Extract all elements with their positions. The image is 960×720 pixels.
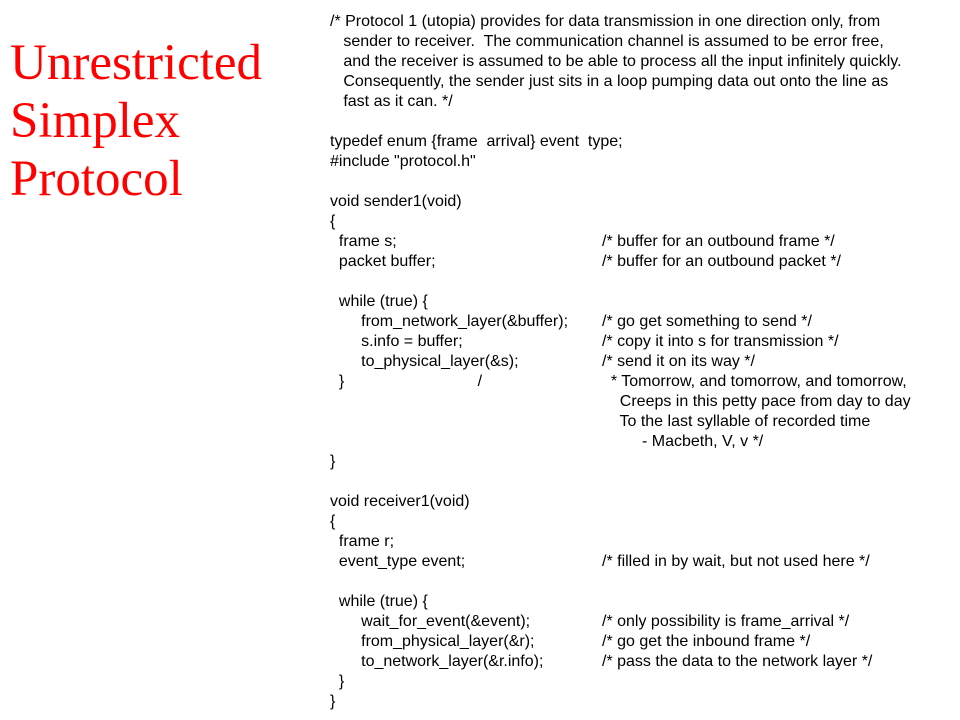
code-text: typedef enum {frame arrival} event type; xyxy=(330,133,623,150)
code-line xyxy=(330,172,955,192)
code-comment: /* buffer for an outbound packet */ xyxy=(602,253,841,270)
title-line-1: Unrestricted xyxy=(10,35,263,91)
code-text: event_type event; xyxy=(330,553,466,570)
code-text: from_network_layer(&buffer); xyxy=(330,313,569,330)
code-text: to_network_layer(&r.info); xyxy=(330,653,544,670)
code-line xyxy=(330,572,955,592)
code-line xyxy=(330,472,955,492)
code-text: sender to receiver. The communication channel is assumed to be error free, xyxy=(330,33,884,50)
code-line xyxy=(330,652,955,672)
code-text: while (true) { xyxy=(330,293,428,310)
code-text: wait_for_event(&event); xyxy=(330,613,531,630)
code-comment: Creeps in this petty pace from day to day xyxy=(602,393,911,410)
code-line xyxy=(330,532,955,552)
code-comment: /* buffer for an outbound frame */ xyxy=(602,233,835,250)
code-line xyxy=(330,32,955,52)
code-listing xyxy=(330,12,955,712)
code-text: frame r; xyxy=(330,533,395,550)
code-line xyxy=(330,52,955,72)
code-line xyxy=(330,372,955,392)
code-comment: - Macbeth, V, v */ xyxy=(602,433,764,450)
code-comment: /* copy it into s for transmission */ xyxy=(602,333,839,350)
code-comment: To the last syllable of recorded time xyxy=(602,413,871,430)
title-line-2: Simplex xyxy=(10,93,181,149)
slide-title xyxy=(10,34,310,208)
code-line xyxy=(330,672,955,692)
code-text: Consequently, the sender just sits in a loop pumping data out onto the line as xyxy=(330,73,889,90)
code-line xyxy=(330,552,955,572)
code-text: #include "protocol.h" xyxy=(330,153,476,170)
code-line xyxy=(330,112,955,132)
code-line xyxy=(330,692,955,712)
code-line xyxy=(330,232,955,252)
code-line xyxy=(330,392,955,412)
code-text: } xyxy=(330,453,336,470)
code-line xyxy=(330,312,955,332)
code-text: } / xyxy=(330,373,483,390)
title-line-3: Protocol xyxy=(10,151,183,207)
code-text: packet buffer; xyxy=(330,253,436,270)
code-line xyxy=(330,592,955,612)
code-text: { xyxy=(330,213,336,230)
code-line xyxy=(330,132,955,152)
code-text: void sender1(void) xyxy=(330,193,462,210)
code-line xyxy=(330,12,955,32)
code-line xyxy=(330,192,955,212)
code-text: void receiver1(void) xyxy=(330,493,470,510)
code-line xyxy=(330,152,955,172)
code-comment: /* filled in by wait, but not used here */ xyxy=(602,553,870,570)
code-text: s.info = buffer; xyxy=(330,333,463,350)
code-line xyxy=(330,332,955,352)
code-line xyxy=(330,492,955,512)
code-comment: /* pass the data to the network layer */ xyxy=(602,653,873,670)
code-line xyxy=(330,352,955,372)
code-text: and the receiver is assumed to be able to process all the input infinitely quickly. xyxy=(330,53,902,70)
code-comment: /* go get the inbound frame */ xyxy=(602,633,811,650)
code-text: { xyxy=(330,513,336,530)
code-line xyxy=(330,92,955,112)
code-text: } xyxy=(330,693,336,710)
code-text: frame s; xyxy=(330,233,397,250)
code-line xyxy=(330,632,955,652)
code-line xyxy=(330,612,955,632)
code-line xyxy=(330,292,955,312)
code-text: to_physical_layer(&s); xyxy=(330,353,519,370)
code-line xyxy=(330,412,955,432)
code-text: from_physical_layer(&r); xyxy=(330,633,535,650)
code-text: while (true) { xyxy=(330,593,428,610)
code-text: fast as it can. */ xyxy=(330,93,453,110)
code-text: /* Protocol 1 (utopia) provides for data transmission in one direction only, from xyxy=(330,13,881,30)
code-comment: /* only possibility is frame_arrival */ xyxy=(602,613,850,630)
code-comment: /* go get something to send */ xyxy=(602,313,812,330)
code-line xyxy=(330,452,955,472)
code-line xyxy=(330,212,955,232)
code-line xyxy=(330,512,955,532)
code-line xyxy=(330,272,955,292)
code-line xyxy=(330,252,955,272)
code-line xyxy=(330,432,955,452)
code-comment: * Tomorrow, and tomorrow, and tomorrow, xyxy=(602,373,907,390)
code-comment: /* send it on its way */ xyxy=(602,353,755,370)
code-line xyxy=(330,72,955,92)
code-text: } xyxy=(330,673,345,690)
